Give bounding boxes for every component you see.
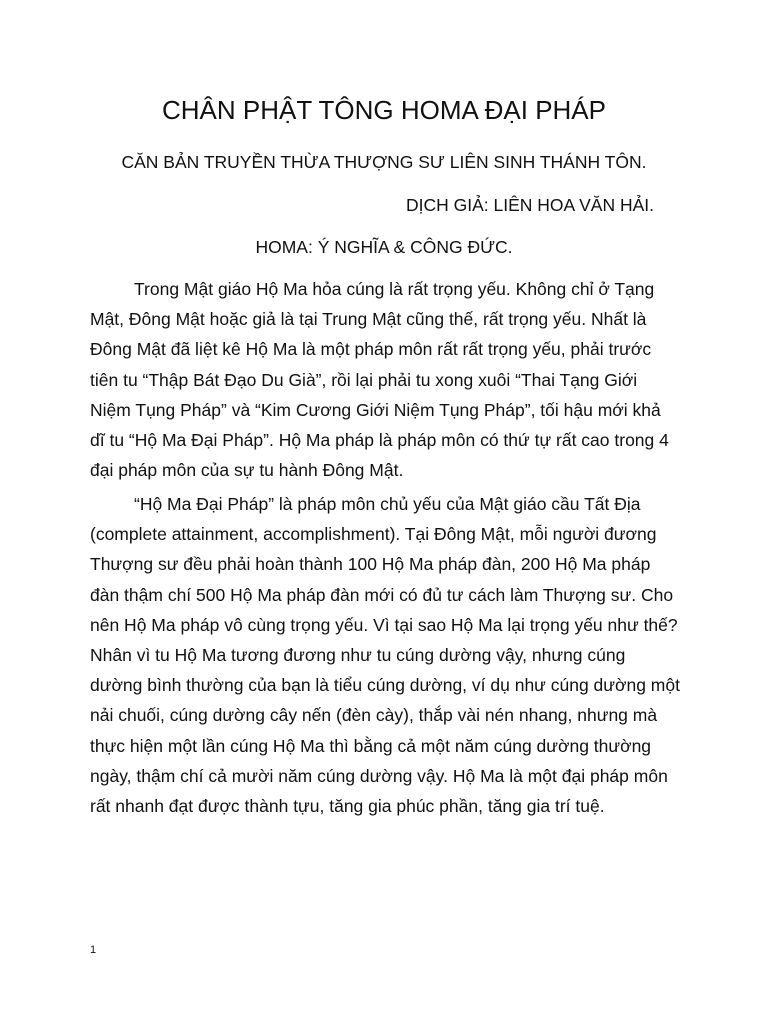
document-subtitle: CĂN BẢN TRUYỀN THỪA THƯỢNG SƯ LIÊN SINH THÁNH TÔN. bbox=[121, 152, 647, 172]
body-paragraph: Trong Mật giáo Hộ Ma hỏa cúng là rất trọng yếu. Không chỉ ở Tạng Mật, Đông Mật hoặc giả là tại Trung Mật cũng thế, rất trọng yếu. Nhất là Đông Mật đã liệt kê Hộ Ma là một pháp môn rất rất trọng yếu, phải trước tiên tu “Thập Bát Đạo Du Già”, rồi lại phải tu xong xuôi “Thai Tạng Giới Niệm Tụng Pháp” và “Kim Cương Giới Niệm Tụng Pháp”, tối hậu mới khả dĩ tu “Hộ Ma Đại Pháp”. Hộ Ma pháp là pháp môn có thứ tự rất cao trong 4 đại pháp môn của sự tu hành Đông Mật. bbox=[90, 279, 669, 481]
body-paragraph: “Hộ Ma Đại Pháp” là pháp môn chủ yếu của Mật giáo cầu Tất Địa (complete attainment, accomplishment). Tại Đông Mật, mỗi người đương Thượng sư đều phải hoàn thành 100 Hộ Ma pháp đàn, 200 Hộ Ma pháp đàn thậm chí 500 Hộ Ma pháp đàn mới có đủ tư cách làm Thượng sư. Cho nên Hộ Ma pháp vô cùng trọng yếu. Vì tại sao Hộ Ma lại trọng yếu như thế? Nhân vì tu Hộ Ma tương đương như tu cúng dường vậy, nhưng cúng dường bình thường của bạn là tiểu cúng dường, ví dụ như cúng dường một nải chuối, cúng dường cây nến (đèn cày), thắp vài nén nhang, nhưng mà thực hiện một lần cúng Hộ Ma thì bằng cả một năm cúng dường thường ngày, thậm chí cả mười năm cúng dường vậy. Hộ Ma là một đại pháp môn rất nhanh đạt được thành tựu, tăng gia phúc phần, tăng gia trí tuệ. bbox=[90, 494, 680, 817]
document-title: CHÂN PHẬT TÔNG HOMA ĐẠI PHÁP bbox=[161, 95, 606, 125]
page-number: 1 bbox=[90, 944, 97, 956]
translator-credit: DỊCH GIẢ: LIÊN HOA VĂN HẢI. bbox=[406, 195, 654, 215]
section-heading: HOMA: Ý NGHĨA & CÔNG ĐỨC. bbox=[255, 237, 513, 257]
